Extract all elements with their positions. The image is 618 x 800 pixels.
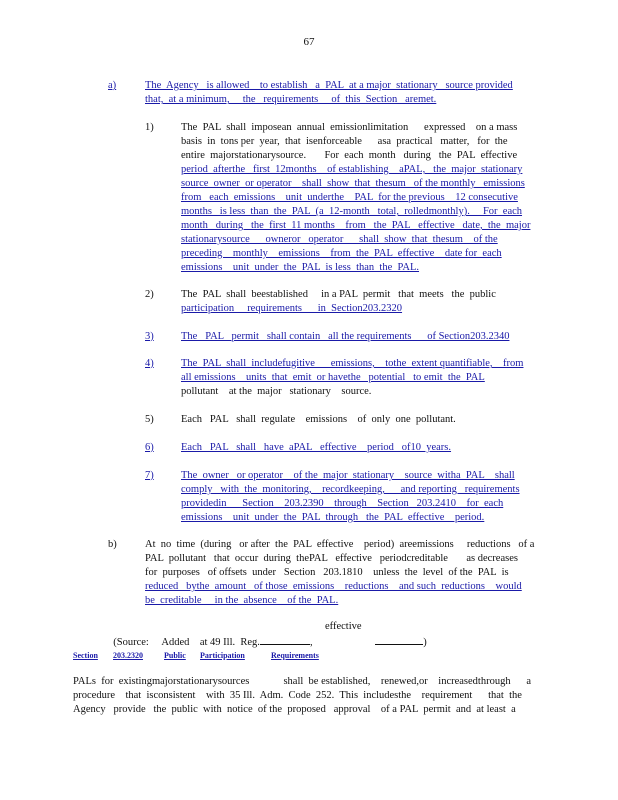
item-line: Each PAL shall have aPAL effective period of10 years.	[181, 442, 452, 453]
section-heading-title-2: Participation	[200, 651, 245, 660]
item-line: from each emissions unit underthe PAL for the previous 12 consecutive	[181, 192, 518, 203]
section-b-label: b)	[108, 539, 117, 550]
section-heading-title-3: Requirements	[271, 651, 319, 660]
item-line: emissions unit under the PAL through the PAL effective period.	[181, 512, 485, 523]
item-line: comply with the monitoring, recordkeeping, and reporting requirements	[181, 484, 520, 495]
section-heading-title-1: Public	[164, 651, 186, 660]
item-line: The PAL shall beestablished in a PAL permit that meets the public	[181, 289, 496, 300]
item-label: 3)	[145, 331, 154, 342]
item-line: pollutant at the major stationary source.	[181, 386, 372, 397]
section-b-line: At no time (during or after the PAL effective period) areemissions reductions of a	[145, 539, 535, 550]
source-note	[108, 620, 313, 650]
item-line: basis in tons per year, that isenforceable asa practical matter, for the	[181, 136, 508, 147]
item-line: entire majorstationarysource. For each month during the PAL effective	[181, 150, 518, 161]
source-effective-date	[370, 620, 427, 650]
register-blank	[260, 634, 310, 645]
item-label: 4)	[145, 358, 154, 369]
source-note-comma: ,	[309, 637, 313, 648]
item-line: months is less than the PAL (a 12-month total, rolledmonthly). For each	[181, 206, 523, 217]
section-heading-id: 203.2320	[113, 651, 143, 660]
source-note-suffix: )	[423, 637, 427, 648]
item-line: The PAL shall includefugitive emissions, tothe extent quantifiable, from	[181, 358, 524, 369]
section-b-line: be creditable in the absence of the PAL.	[145, 595, 339, 606]
item-line: preceding monthly emissions from the PAL effective date for each	[181, 248, 502, 259]
item-label: 5)	[145, 414, 154, 425]
body-line-2: procedure that isconsistent with 35 Ill. Adm. Code 252. This includesthe requirement that the	[73, 690, 522, 701]
item-line: The PAL permit shall contain all the requirements of Section203.2340	[181, 331, 510, 342]
item-line: The owner or operator of the major stationary source witha PAL shall	[181, 470, 515, 481]
item-line: month during the first 11 months from the PAL effective date, the major	[181, 220, 531, 231]
item-line: providedin Section 203.2390 through Section 203.2410 for each	[181, 498, 504, 509]
source-effective-label: effective	[325, 621, 362, 632]
item-line: Each PAL shall regulate emissions of only one pollutant.	[181, 414, 456, 425]
item-label: 6)	[145, 442, 154, 453]
source-note-prefix: (Source: Added at 49 Ill. Reg.	[113, 637, 260, 648]
item-line: period afterthe first 12months of establishing aPAL, the major stationary	[181, 164, 523, 175]
section-a-line-1: The Agency is allowed to establish a PAL at a major stationary source provided	[145, 80, 513, 91]
item-line: participation requirements in Section203.2320	[181, 303, 403, 314]
effective-blank	[375, 634, 423, 645]
body-line-1: PALs for existingmajorstationarysources shall be established, renewed,or increasedthrough a	[73, 676, 532, 687]
item-label: 1)	[145, 122, 154, 133]
section-a-line-2: that, at a minimum, the requirements of this Section aremet.	[145, 94, 437, 105]
item-line: The PAL shall imposean annual emissionlimitation expressed on a mass	[181, 122, 518, 133]
item-line: source owner or operator shall show that thesum of the monthly emissions	[181, 178, 525, 189]
section-b-line: for purposes of offsets under Section 203.1810 unless the level of the PAL is	[145, 567, 509, 578]
item-line: stationarysource owneror operator shall show that thesum of the	[181, 234, 498, 245]
section-heading-number: Section	[73, 651, 98, 660]
section-a-label: a)	[108, 80, 117, 91]
section-b-line: PAL pollutant that occur during thePAL effective periodcreditable as decreases	[145, 553, 518, 564]
page-number: 67	[303, 36, 315, 48]
item-label: 2)	[145, 289, 154, 300]
item-line: all emissions units that emit or havethe potential to emit the PAL	[181, 372, 485, 383]
body-line-3: Agency provide the public with notice of the proposed approval of a PAL permit and at least a	[73, 704, 516, 715]
item-line: emissions unit under the PAL is less than the PAL.	[181, 262, 420, 273]
section-b-line: reduced bythe amount of those emissions reductions and such reductions would	[145, 581, 522, 592]
item-label: 7)	[145, 470, 154, 481]
